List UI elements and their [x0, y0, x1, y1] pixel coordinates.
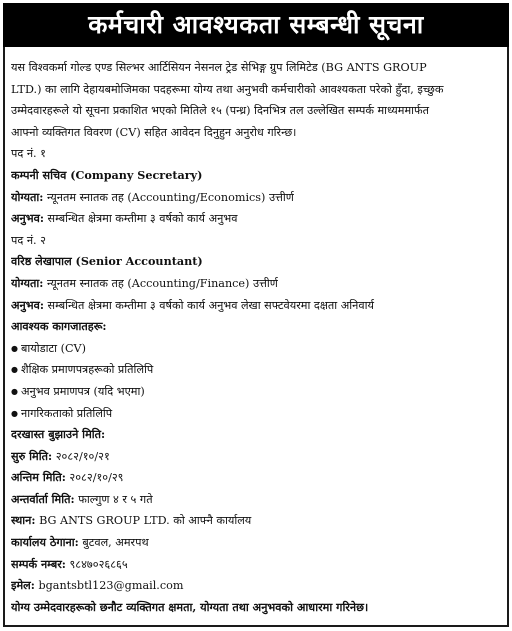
office-address-row	[11, 532, 501, 554]
position-number: पद नं. १	[11, 147, 46, 161]
documents-section	[11, 316, 501, 424]
intro-line: यस विश्वकर्मा गोल्ड एण्ड सिल्भर आर्टिसियन नेसनल ट्रेड सेभिङ्ग ग्रुप लिमिटेड (BG ANTS GROUP	[11, 61, 427, 74]
document-item: ● बायोडाटा (CV)	[11, 338, 501, 360]
contact-section	[11, 510, 501, 596]
qualification-row	[11, 187, 501, 209]
qualification-label: योग्यता:	[11, 189, 44, 204]
experience-row	[11, 295, 501, 317]
experience-value: सम्बन्धित क्षेत्रमा कम्तीमा ३ वर्षको कार्य अनुभव	[47, 212, 238, 226]
email-row	[11, 575, 501, 597]
interview-date-label: अन्तर्वार्ता मिति:	[11, 491, 75, 506]
phone-value: ९८४७०२६८६५	[69, 557, 128, 571]
qualification-value: न्यूनतम स्नातक तह (Accounting/Economics) उत्तीर्ण	[47, 190, 294, 204]
office-address-value: बुटवल, अमरपथ	[82, 536, 149, 550]
venue-row	[11, 510, 501, 532]
interview-date-row	[11, 489, 501, 511]
intro-line: उम्मेदवारहरूले यो सूचना प्रकाशित भएको मितिले १५ (पन्ध्र) दिनभित्र तल उल्लेखित सम्पर्क माध्यममार्फत	[11, 104, 430, 118]
qualification-label: योग्यता:	[11, 275, 44, 290]
intro-paragraph	[11, 57, 501, 143]
position-title: वरिष्ठ लेखापाल (Senior Accountant)	[11, 254, 203, 269]
document-item: ● शैक्षिक प्रमाणपत्रहरूको प्रतिलिपि	[11, 359, 501, 381]
experience-label: अनुभव:	[11, 297, 44, 312]
selection-note: योग्य उम्मेदवारहरूको छनौट व्यक्तिगत क्षमता, योग्यता तथा अनुभवको आधारमा गरिनेछ।	[11, 599, 369, 614]
venue-value: BG ANTS GROUP LTD. को आफ्नै कार्यालय	[39, 514, 252, 528]
email-label: इमेल:	[11, 578, 35, 593]
position-2	[11, 230, 501, 316]
position-1	[11, 143, 501, 229]
position-number: पद नं. २	[11, 233, 46, 247]
qualification-row	[11, 273, 501, 295]
phone-label: सम्पर्क नम्बर:	[11, 556, 66, 571]
experience-row	[11, 208, 501, 230]
office-address-label: कार्यालय ठेगाना:	[11, 535, 79, 550]
experience-value: सम्बन्धित क्षेत्रमा कम्तीमा ३ वर्षको कार्य अनुभव लेखा सफ्टवेयरमा दक्षता अनिवार्य	[47, 298, 374, 312]
intro-line: आफ्नो व्यक्तिगत विवरण (CV) सहित आवेदन दिनुहुन अनुरोध गरिन्छ।	[11, 125, 297, 139]
notice-body	[11, 57, 501, 618]
phone-row	[11, 554, 501, 576]
start-date-row	[11, 446, 501, 468]
end-date-label: अन्तिम मिति:	[11, 470, 66, 485]
position-title: कम्पनी सचिव (Company Secretary)	[11, 167, 203, 182]
notice-title: कर्मचारी आवश्यकता सम्बन्धी सूचना	[3, 3, 509, 47]
end-date-row	[11, 467, 501, 489]
start-date-value: २०८२/१०/२१	[55, 449, 110, 463]
dates-section	[11, 424, 501, 510]
document-item: ● नागरिकताको प्रतिलिपि	[11, 403, 501, 425]
experience-label: अनुभव:	[11, 211, 44, 226]
dates-heading: दरखास्त बुझाउने मिति:	[11, 427, 106, 442]
email-value: bgantsbtl123@gmail.com	[38, 579, 184, 593]
interview-date-value: फाल्गुण ४ र ५ गते	[78, 492, 153, 506]
end-date-value: २०८२/१०/२९	[69, 471, 124, 485]
intro-line: LTD.) का लागि देहायबमोजिमका पदहरूमा योग्य तथा अनुभवी कर्मचारीको आवश्यकता परेको हुँदा, इच्छुक	[11, 82, 444, 96]
start-date-label: सुरु मिति:	[11, 448, 53, 463]
qualification-value: न्यूनतम स्नातक तह (Accounting/Finance) उत्तीर्ण	[47, 276, 278, 290]
documents-heading: आवश्यक कागजातहरू:	[11, 319, 107, 334]
venue-label: स्थान:	[11, 513, 36, 528]
document-item: ● अनुभव प्रमाणपत्र (यदि भएमा)	[11, 381, 501, 403]
